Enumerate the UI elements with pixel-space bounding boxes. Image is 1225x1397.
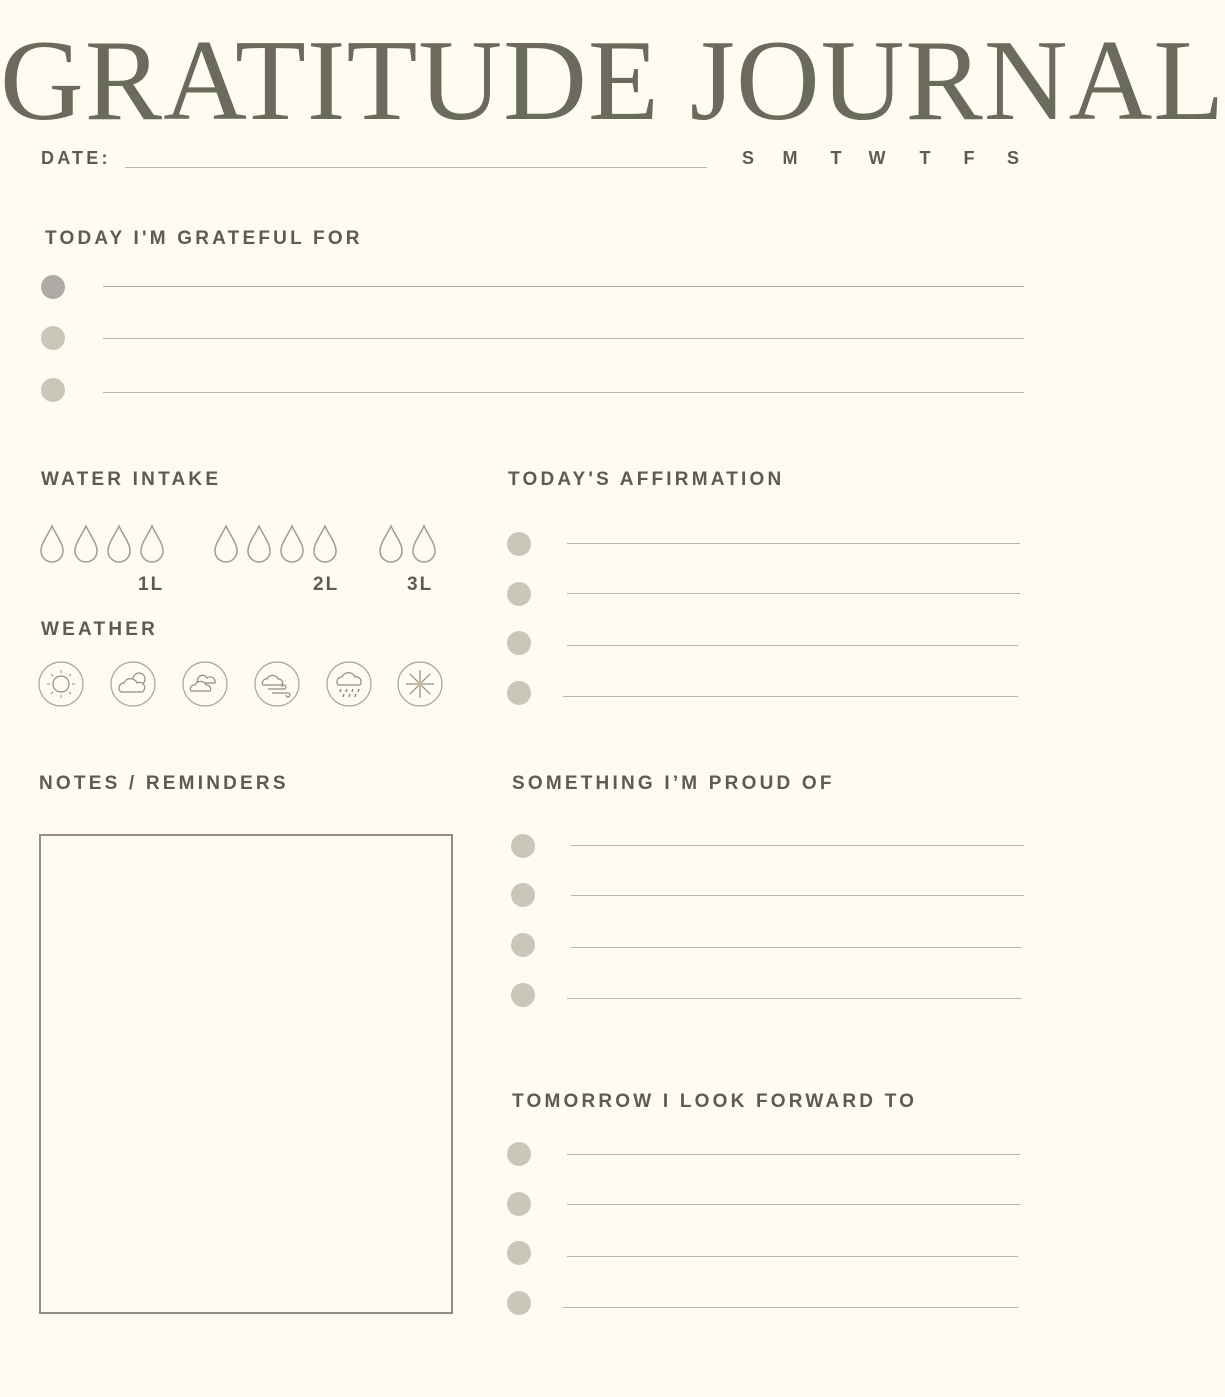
tomorrow-line-1[interactable] (567, 1154, 1020, 1155)
cloudy-icon[interactable] (182, 661, 228, 707)
tomorrow-line-2[interactable] (567, 1204, 1020, 1205)
water-marker-3l: 3L (407, 574, 434, 595)
drop-icon (75, 526, 97, 562)
water-drops (38, 524, 478, 564)
date-field-line[interactable] (125, 167, 707, 168)
bullet (507, 1142, 531, 1166)
proud-line-3[interactable] (571, 947, 1022, 948)
rain-icon[interactable] (326, 661, 372, 707)
proud-line-2[interactable] (571, 895, 1024, 896)
bullet (41, 326, 65, 350)
drop-icon (314, 526, 336, 562)
day-thursday[interactable]: T (919, 148, 931, 168)
bullet (507, 1291, 531, 1315)
bullet (511, 933, 535, 957)
proud-line-1[interactable] (571, 845, 1024, 846)
bullet (507, 1192, 531, 1216)
bullet (511, 883, 535, 907)
day-saturday[interactable]: S (1006, 148, 1019, 168)
affirmation-heading: TODAY'S AFFIRMATION (508, 469, 785, 490)
snow-icon[interactable] (397, 661, 443, 707)
bullet (507, 1241, 531, 1265)
partly-cloudy-icon[interactable] (110, 661, 156, 707)
day-friday[interactable]: F (963, 148, 975, 168)
bullet (507, 631, 531, 655)
proud-heading: SOMETHING I’M PROUD OF (512, 773, 835, 794)
bullet (511, 983, 535, 1007)
day-tuesday[interactable]: T (830, 148, 842, 168)
drop-icon (380, 526, 402, 562)
affirmation-line-1[interactable] (567, 543, 1020, 544)
page-title: GRATITUDE JOURNAL (0, 17, 1225, 145)
sun-icon[interactable] (38, 661, 84, 707)
bullet (41, 275, 65, 299)
affirmation-line-4[interactable] (563, 696, 1018, 697)
drop-icon (41, 526, 63, 562)
tomorrow-line-4[interactable] (563, 1307, 1018, 1308)
drop-icon (248, 526, 270, 562)
drop-icon (413, 526, 435, 562)
day-wednesday[interactable]: W (868, 148, 886, 168)
windy-icon[interactable] (254, 661, 300, 707)
day-sunday[interactable]: S (741, 148, 754, 168)
drop-icon (141, 526, 163, 562)
proud-line-4[interactable] (567, 998, 1022, 999)
bullet (507, 532, 531, 556)
bullet (41, 378, 65, 402)
date-label: DATE: (41, 148, 111, 168)
water-drops-svg (38, 524, 478, 564)
water-heading: WATER INTAKE (41, 469, 222, 490)
day-monday[interactable]: M (782, 148, 798, 168)
bullet (507, 681, 531, 705)
water-marker-1l: 1L (138, 574, 165, 595)
affirmation-line-3[interactable] (567, 645, 1018, 646)
drop-icon (281, 526, 303, 562)
weather-heading: WEATHER (41, 619, 159, 640)
bullet (511, 834, 535, 858)
tomorrow-heading: TOMORROW I LOOK FORWARD TO (512, 1091, 918, 1112)
drop-icon (108, 526, 130, 562)
notes-heading: NOTES / REMINDERS (39, 773, 289, 794)
grateful-heading: TODAY I'M GRATEFUL FOR (45, 228, 363, 249)
water-marker-2l: 2L (313, 574, 340, 595)
notes-box[interactable] (39, 834, 453, 1314)
tomorrow-line-3[interactable] (567, 1256, 1018, 1257)
grateful-line-2[interactable] (103, 338, 1024, 339)
grateful-line-1[interactable] (103, 286, 1024, 287)
bullet (507, 582, 531, 606)
affirmation-line-2[interactable] (567, 593, 1020, 594)
drop-icon (215, 526, 237, 562)
grateful-line-3[interactable] (103, 392, 1024, 393)
